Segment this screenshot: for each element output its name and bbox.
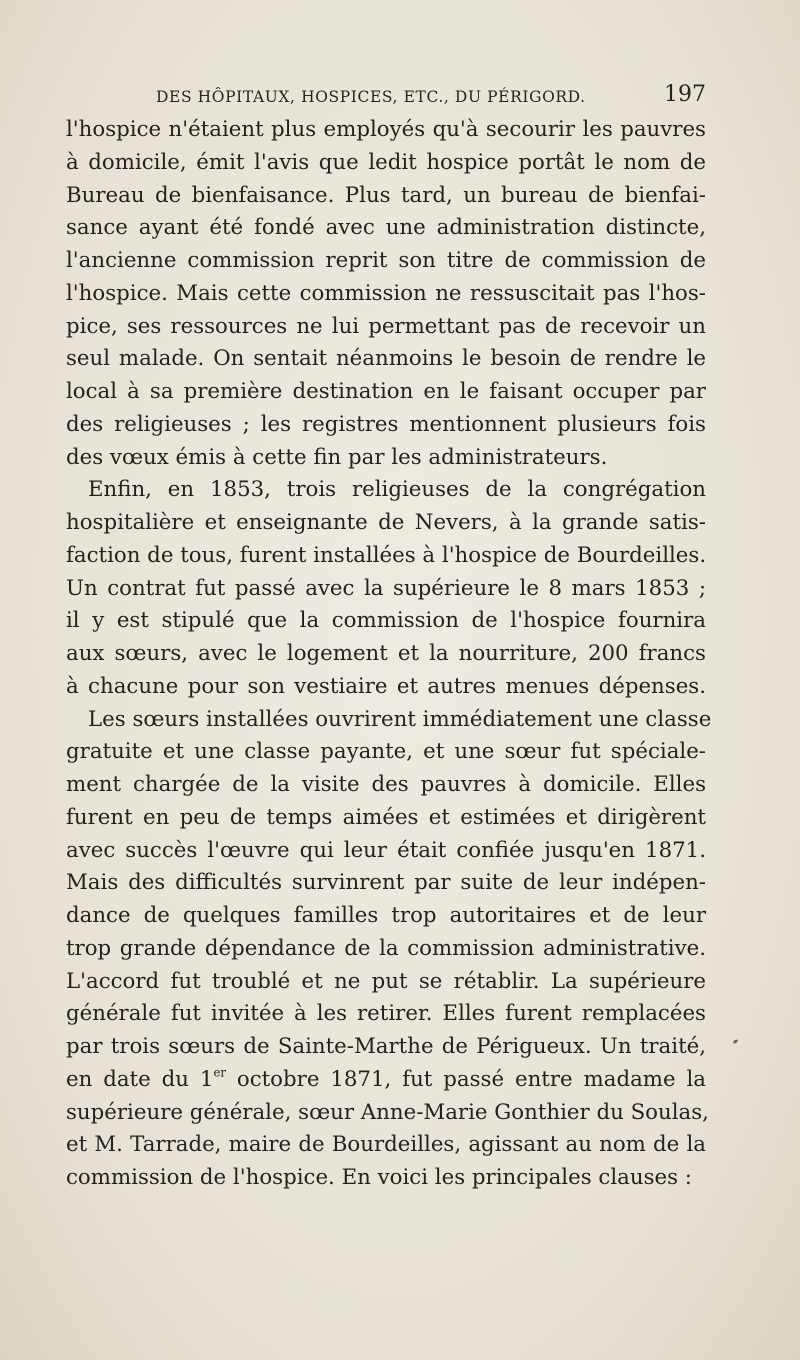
page-number: 197 — [664, 82, 706, 107]
superscript: er — [213, 1065, 226, 1080]
text-line: pice, ses ressources ne lui permettant pas de recevoir un — [66, 313, 706, 339]
paragraph-first-line: Enfin, en 1853, trois religieuses de la congrégation — [88, 477, 706, 503]
text-line: Bureau de bienfaisance. Plus tard, un bureau de bienfai- — [66, 182, 706, 208]
text-line: à chacune pour son vestiaire et autres menues dépenses. — [66, 673, 706, 699]
text-line: seul malade. On sentait néanmoins le besoin de rendre le — [66, 346, 706, 372]
running-title: DES HÔPITAUX, HOSPICES, ETC., DU PÉRIGORD. — [156, 88, 586, 106]
text-line: des vœux émis à cette fin par les administrateurs. — [66, 444, 608, 470]
text-line: et M. Tarrade, maire de Bourdeilles, agissant au nom de la — [66, 1132, 706, 1158]
text-line: Un contrat fut passé avec la supérieure le 8 mars 1853 ; — [66, 575, 706, 601]
paragraph-first-line: Les sœurs installées ouvrirent immédiatement une classe — [88, 706, 712, 732]
text-line: gratuite et une classe payante, et une sœur fut spéciale- — [66, 739, 706, 765]
text-line: dance de quelques familles trop autoritaires et de leur — [66, 903, 706, 928]
text-line: l'hospice. Mais cette commission ne ressuscitait pas l'hos- — [66, 280, 706, 306]
text-line: à domicile, émit l'avis que ledit hospice portât le nom de — [66, 149, 706, 175]
text-line: par trois sœurs de Sainte-Marthe de Périgueux. Un traité, — [66, 1034, 706, 1059]
text-line: générale fut invitée à les retirer. Elles furent remplacées — [66, 1001, 706, 1027]
text-line: sance ayant été fondé avec une administration distincte, — [66, 215, 706, 241]
text-line: aux sœurs, avec le logement et la nourriture, 200 francs — [66, 641, 706, 666]
page-header — [66, 80, 706, 114]
text-segment: en date du 1 — [66, 1066, 214, 1092]
paper-speck — [733, 1039, 739, 1044]
body-text — [66, 114, 712, 1195]
text-segment: octobre 1871, fut passé entre madame la — [225, 1066, 706, 1092]
text-line: hospitalière et enseignante de Nevers, à la grande satis- — [66, 510, 706, 535]
text-line: ment chargée de la visite des pauvres à domicile. Elles — [66, 772, 706, 797]
text-line: des religieuses ; les registres mentionnent plusieurs fois — [66, 411, 706, 437]
text-line — [66, 1064, 706, 1097]
text-line: il y est stipulé que la commission de l'hospice fournira — [66, 608, 706, 634]
text-line: supérieure générale, sœur Anne-Marie Gonthier du Soulas, — [66, 1099, 709, 1125]
text-line: l'hospice n'étaient plus employés qu'à secourir les pauvres — [66, 117, 706, 142]
text-line: avec succès l'œuvre qui leur était confiée jusqu'en 1871. — [66, 837, 706, 863]
text-line: trop grande dépendance de la commission administrative. — [66, 935, 706, 961]
text-line: furent en peu de temps aimées et estimées et dirigèrent — [66, 804, 706, 830]
text-line: local à sa première destination en le faisant occuper par — [66, 379, 706, 404]
text-line: l'ancienne commission reprit son titre de commission de — [66, 248, 706, 273]
text-line: L'accord fut troublé et ne put se rétablir. La supérieure — [66, 968, 706, 994]
text-line: faction de tous, furent installées à l'hospice de Bourdeilles. — [66, 542, 707, 568]
text-line: Mais des difficultés survinrent par suite de leur indépen- — [66, 870, 706, 896]
text-line: commission de l'hospice. En voici les principales clauses : — [66, 1165, 692, 1190]
